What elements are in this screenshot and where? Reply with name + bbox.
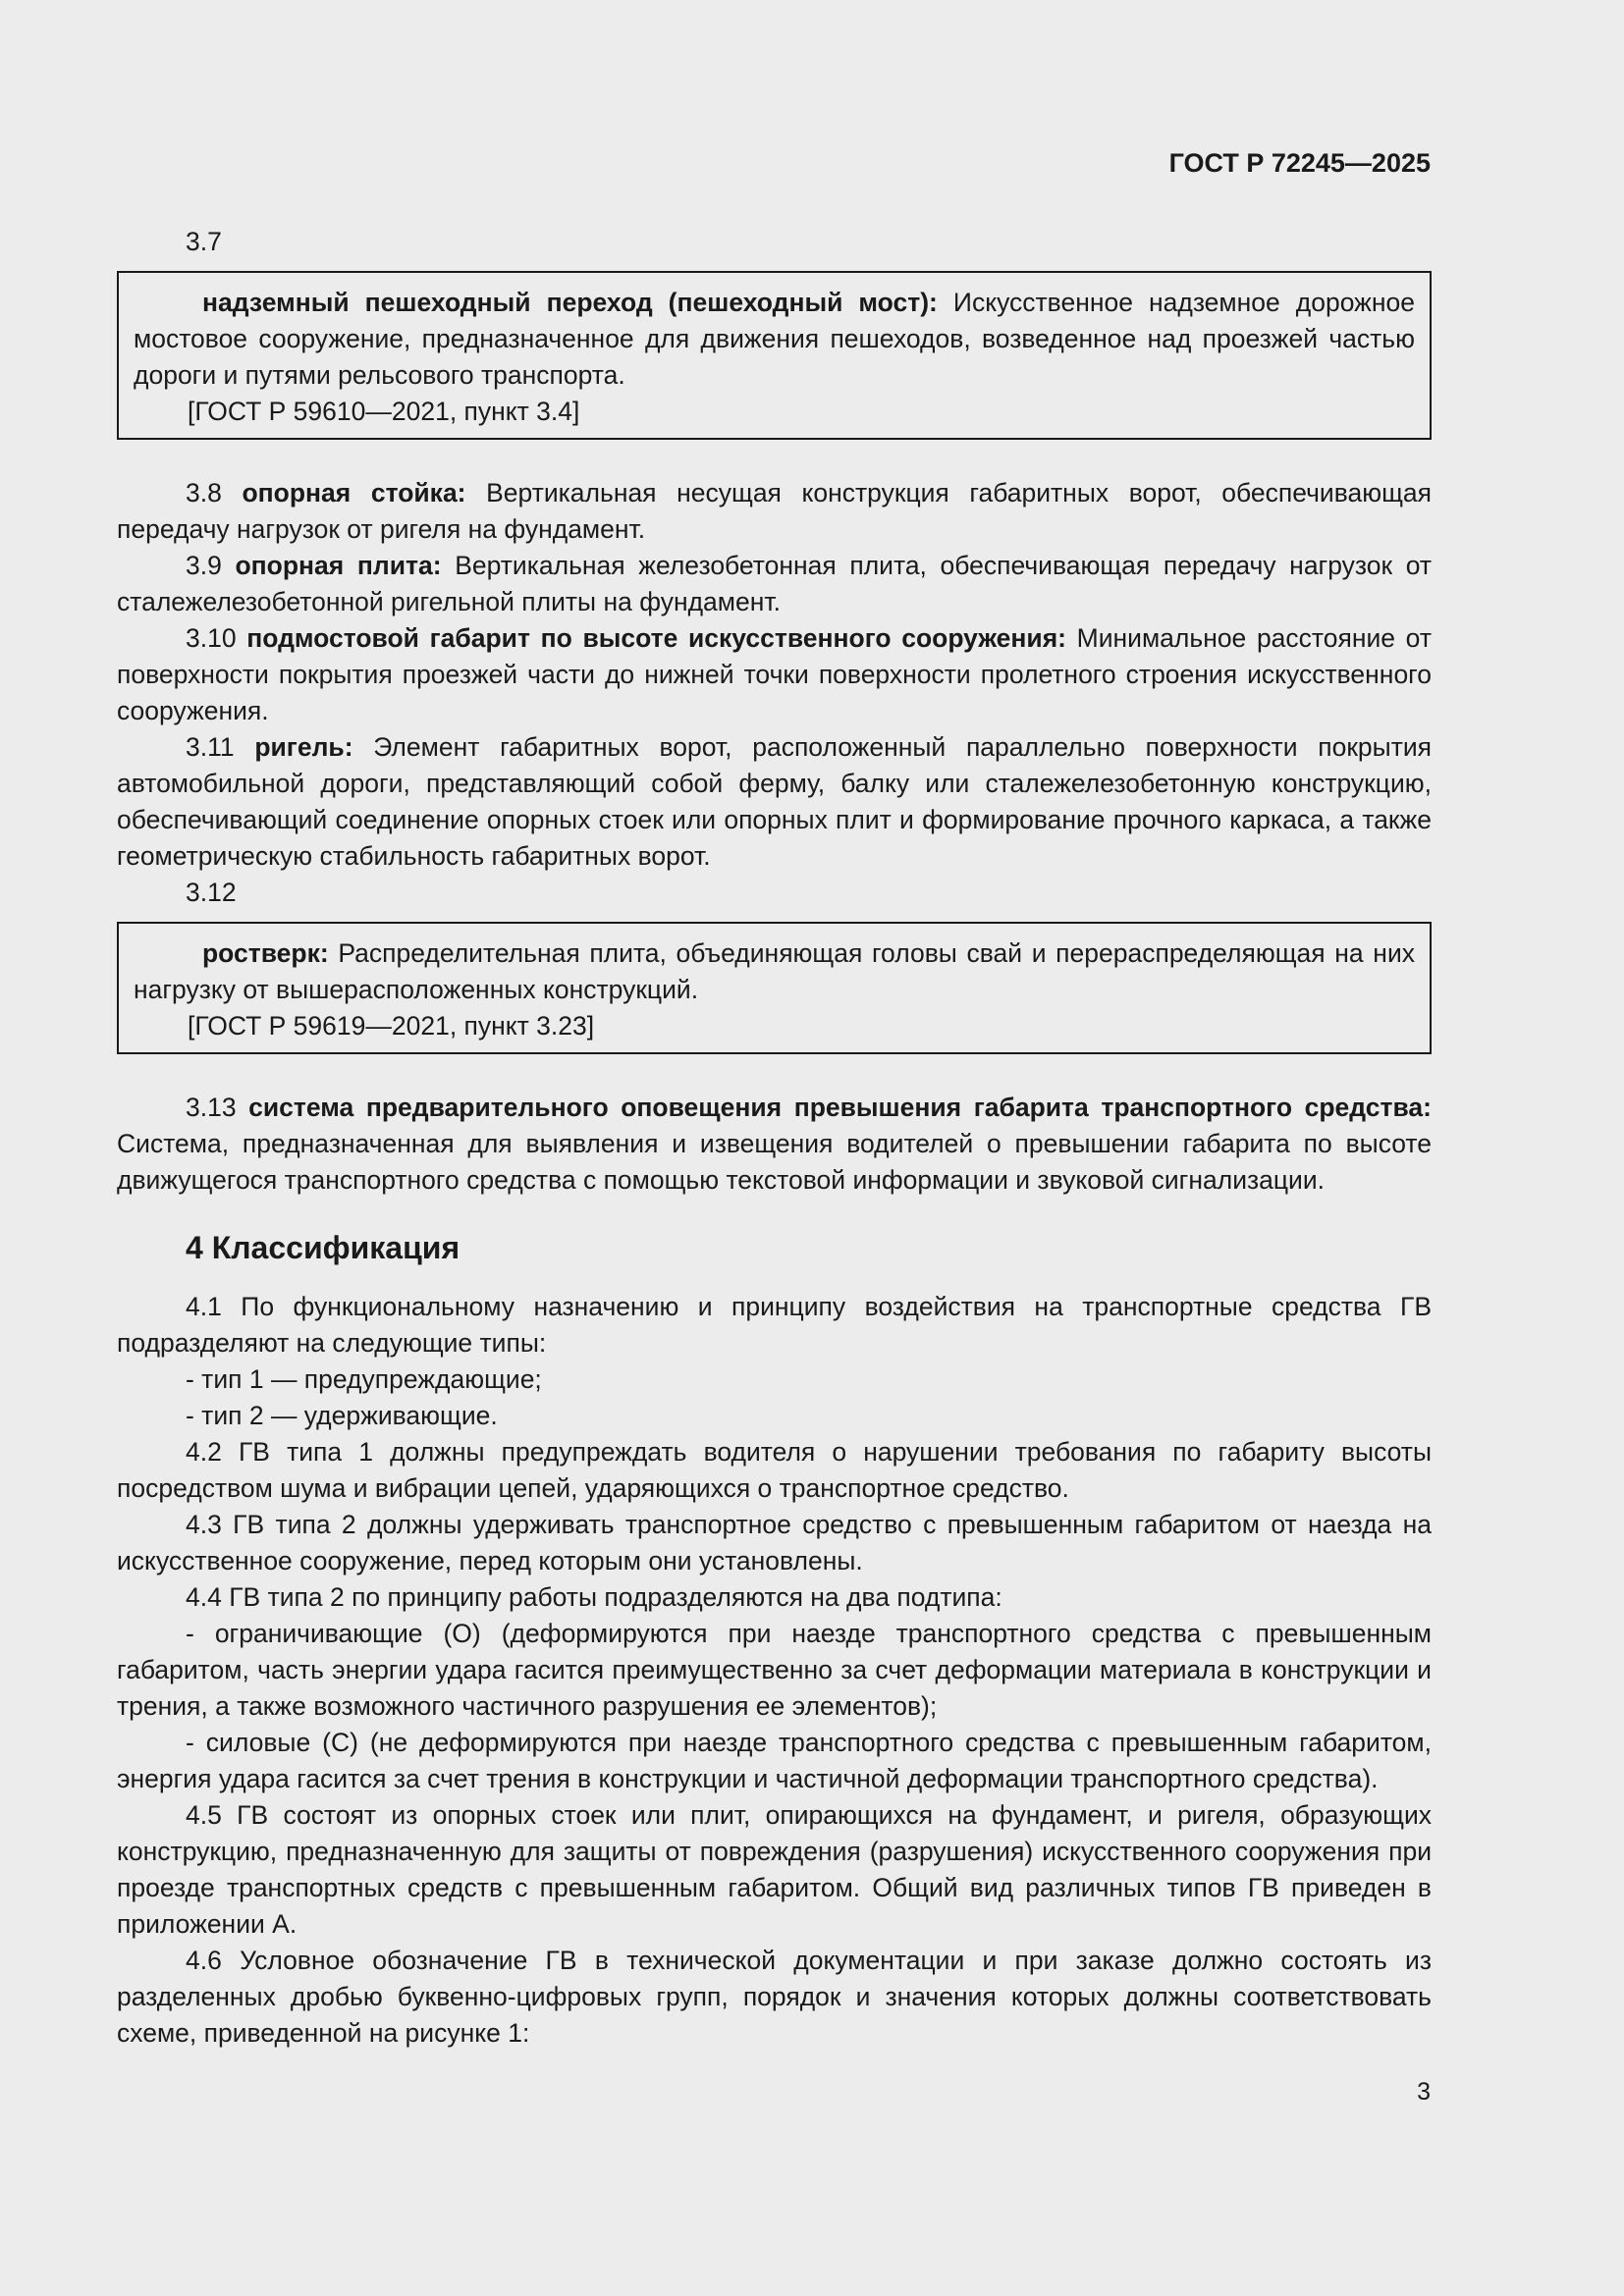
document-body	[117, 224, 1432, 2052]
term-text: Распределительная плита, объединяющая головы свай и перераспределяющая на них нагрузку от вышерасположенных конструкций.	[134, 938, 1415, 1004]
term-name: подмостовой габарит по высоте искусственного сооружения:	[246, 623, 1066, 653]
document-code: ГОСТ Р 72245—2025	[1168, 148, 1431, 178]
paragraph: 4.1 По функциональному назначению и принципу воздействия на транспортные средства ГВ подразделяют на следующие типы:	[117, 1292, 1432, 1358]
term-name: надземный пешеходный переход (пешеходный мост):	[202, 288, 938, 317]
paragraph: 4.2 ГВ типа 1 должны предупреждать водителя о нарушении требования по габариту высоты посредством шума и вибрации цепей, ударяющихся о транспортное средство.	[117, 1437, 1432, 1503]
term-name: ригель:	[254, 732, 353, 762]
term-name: опорная стойка:	[242, 478, 466, 507]
quoted-term-box	[117, 271, 1432, 440]
term-definition: 3.8 опорная стойка: Вертикальная несущая конструкция габаритных ворот, обеспечивающая передачу нагрузок от ригеля на фундамент.	[117, 478, 1433, 544]
section-heading: 4 Классификация	[186, 1230, 460, 1265]
term-number: 3.12	[186, 878, 237, 907]
term-number: 3.7	[186, 227, 222, 256]
term-text: Искусственное надземное дорожное мостовое сооружение, предназначенное для движения пешеходов, возведенное над проезжей частью дороги и путями рельсового транспорта.	[134, 288, 1415, 390]
list-item: - тип 1 — предупреждающие;	[186, 1364, 542, 1394]
list-item: - ограничивающие (О) (деформируются при наезде транспортного средства с превышенным габаритом, часть энергии удара гасится преимущественно за счет деформации материала в конструкции и трения, а также возможного частичного разрушения ее элементов);	[117, 1619, 1432, 1721]
term-name: ростверк:	[202, 938, 329, 968]
term-reference: [ГОСТ Р 59610—2021, пункт 3.4]	[188, 397, 580, 426]
paragraph: 4.4 ГВ типа 2 по принципу работы подразделяются на два подтипа:	[186, 1582, 1002, 1612]
page-number: 3	[1417, 2078, 1431, 2106]
term-definition: 3.10 подмостовой габарит по высоте искусственного сооружения: Минимальное расстояние от поверхности покрытия проезжей части до нижней точки поверхности пролетного строения искусственного сооружения.	[117, 623, 1432, 725]
term-name: система предварительного оповещения превышения габарита транспортного средства:	[248, 1093, 1432, 1122]
quoted-term-box	[117, 922, 1432, 1054]
term-definition	[134, 285, 1415, 394]
paragraph: 4.3 ГВ типа 2 должны удерживать транспортное средство с превышенным габаритом от наезда на искусственное сооружение, перед которым они установлены.	[117, 1510, 1432, 1575]
term-definition	[134, 935, 1415, 1008]
term-definition: 3.9 опорная плита: Вертикальная железобетонная плита, обеспечивающая передачу нагрузок от сталежелезобетонной ригельной плиты на фундамент.	[117, 551, 1433, 616]
list-item: - тип 2 — удерживающие.	[186, 1401, 498, 1430]
term-reference: [ГОСТ Р 59619—2021, пункт 3.23]	[188, 1011, 595, 1041]
list-item: - силовые (С) (не деформируются при наезде транспортного средства с превышенным габаритом, энергия удара гасится за счет трения в конструкции и частичной деформации транспортного средства).	[117, 1728, 1432, 1793]
term-definition: 3.13 система предварительного оповещения превышения габарита транспортного средства: Система, предназначенная для выявления и извещения водителей о превышении габарита по высоте движущегося транспортного средства с помощью текстовой информации и звуковой сигнализации.	[117, 1093, 1432, 1195]
paragraph: 4.6 Условное обозначение ГВ в технической документации и при заказе должно состоять из разделенных дробью буквенно-цифровых групп, порядок и значения которых должны соответствовать схеме, приведенной на рисунке 1:	[117, 1946, 1432, 2048]
term-name: опорная плита:	[235, 551, 442, 580]
term-definition: 3.11 ригель: Элемент габаритных ворот, расположенный параллельно поверхности покрытия автомобильной дороги, представляющий собой ферму, балку или сталежелезобетонную конструкцию, обеспечивающий соединение опорных стоек или опорных плит и формирование прочного каркаса, а также геометрическую стабильность габаритных ворот.	[117, 732, 1432, 871]
paragraph: 4.5 ГВ состоят из опорных стоек или плит, опирающихся на фундамент, и ригеля, образующих конструкцию, предназначенную для защиты от повреждения (разрушения) искусственного сооружения при проезде транспортных средств с превышенным габаритом. Общий вид различных типов ГВ приведен в приложении А.	[117, 1800, 1432, 1939]
